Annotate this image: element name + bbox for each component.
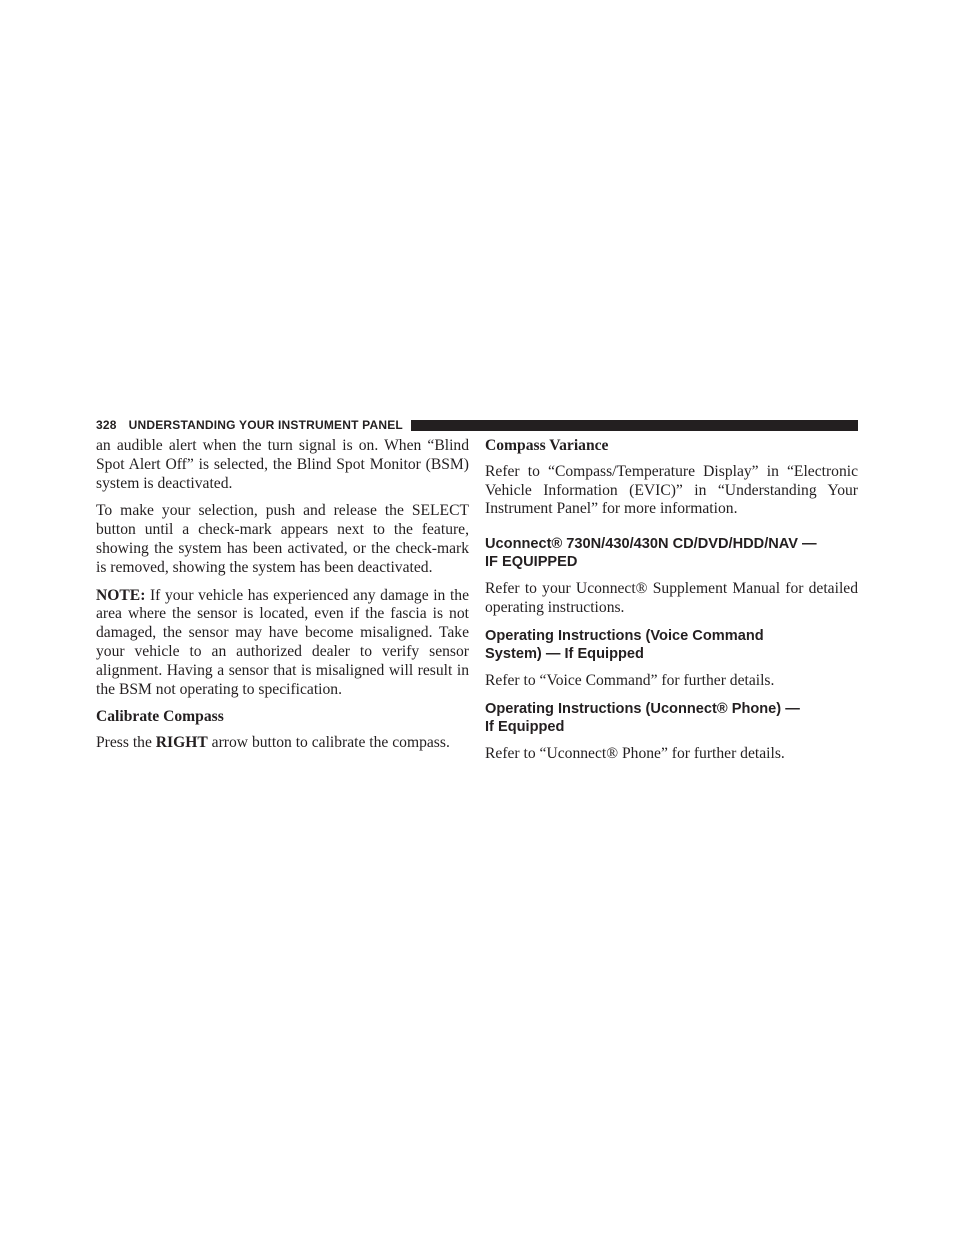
uconnect-phone-paragraph: Refer to “Uconnect® Phone” for further details. bbox=[485, 744, 785, 762]
uconnect-phone-heading bbox=[485, 700, 858, 736]
uconnect-heading bbox=[485, 535, 858, 571]
left-column bbox=[96, 437, 469, 762]
uconnect-paragraph: Refer to your Uconnect® Supplement Manual for detailed operating instructions. bbox=[485, 580, 858, 616]
calibrate-compass-heading: Calibrate Compass bbox=[96, 708, 224, 726]
calibrate-pre: Press the bbox=[96, 734, 156, 752]
voice-command-heading bbox=[485, 627, 858, 663]
page-number: 328 bbox=[96, 418, 117, 432]
compass-variance-paragraph: Refer to “Compass/Temperature Display” in “Electronic Vehicle Information (EVIC)” in “Understanding Your Instrument Panel” for more information. bbox=[485, 462, 858, 518]
voice-heading-line1: Operating Instructions (Voice Command bbox=[485, 627, 764, 644]
section-title: UNDERSTANDING YOUR INSTRUMENT PANEL bbox=[128, 418, 403, 432]
uconnect-heading-line1: Uconnect® 730N/430/430N CD/DVD/HDD/NAV — bbox=[485, 536, 817, 553]
phone-heading-line1: Operating Instructions (Uconnect® Phone) — bbox=[485, 700, 800, 717]
phone-heading-line2: If Equipped bbox=[485, 718, 565, 735]
uconnect-heading-line2: IF EQUIPPED bbox=[485, 554, 578, 571]
note-text: If your vehicle has experienced any damage in the area where the sensor is located, even if the fascia is not damaged, the sensor may have become misaligned. Take your vehicle to an authorized dealer to verify sensor alignment. Having a sensor that is misaligned will result in the BSM not operating to specification. bbox=[96, 586, 469, 698]
calibrate-post: arrow button to calibrate the compass. bbox=[207, 734, 450, 752]
note-label: NOTE: bbox=[96, 586, 146, 604]
compass-variance-heading: Compass Variance bbox=[485, 437, 609, 454]
right-column bbox=[485, 437, 858, 772]
page-header bbox=[96, 418, 858, 432]
bsm-alert-paragraph: an audible alert when the turn signal is on. When “Blind Spot Alert Off” is selected, the Blind Spot Monitor (BSM) system is deactivated. bbox=[96, 437, 469, 492]
right-key: RIGHT bbox=[155, 734, 208, 752]
calibrate-paragraph bbox=[96, 734, 469, 753]
voice-command-paragraph: Refer to “Voice Command” for further details. bbox=[485, 671, 775, 689]
header-rule bbox=[411, 420, 858, 431]
note-paragraph bbox=[96, 587, 469, 700]
selection-paragraph: To make your selection, push and release the SELECT button until a check-mark appears next to the feature, showing the system has been activated, or the check-mark is removed, showing the system has been deactivated. bbox=[96, 502, 469, 576]
voice-heading-line2: System) — If Equipped bbox=[485, 645, 644, 662]
